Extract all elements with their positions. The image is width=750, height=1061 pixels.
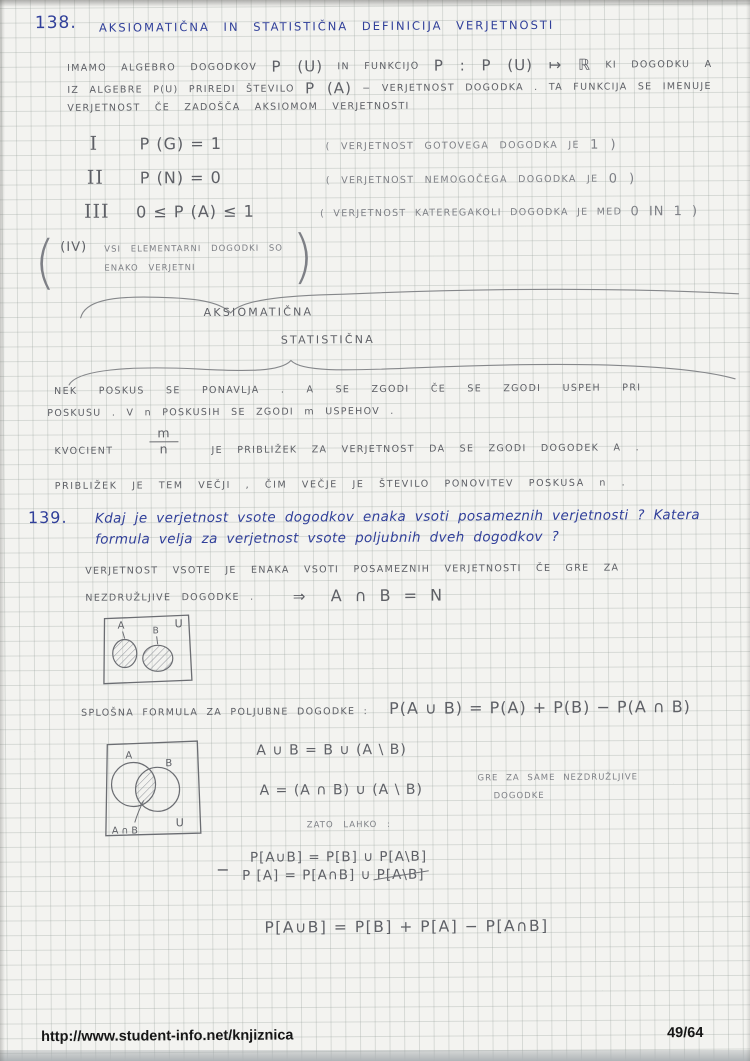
intro-l1c: KI DOGODKU A xyxy=(605,58,713,71)
derivation-eq-1: A ∪ B = B ∪ (A \ B) xyxy=(256,741,407,759)
system-minus-sign: − xyxy=(216,859,231,879)
axiom-3-note-text: ( VERJETNOST KATEREGAKOLI DOGODKA JE MED xyxy=(320,206,623,220)
answer-formula: A ∩ B = N xyxy=(330,585,444,606)
answer-line-2-text: NEZDRUŽLJIVE DOGODKE . xyxy=(85,591,255,604)
derivation-note-1: GRE ZA SAME NEZDRUŽLJIVE xyxy=(477,772,639,784)
section-138-title: AKSIOMATIČNA IN STATISTIČNA DEFINICIJA VERJETNOSTI xyxy=(98,17,555,35)
axiom-4-line-1: VSI ELEMENTARNI DOGODKI SO xyxy=(104,243,284,255)
general-formula-label: SPLOŠNA FORMULA ZA POLJUBNE DOGODKE : xyxy=(81,706,369,719)
intro-l1a: IMAMO ALGEBRO DOGODKOV xyxy=(67,61,258,74)
scan-edge-left xyxy=(0,0,5,1061)
axiom-2-formula: P (N) = 0 xyxy=(139,167,222,188)
stat-line-2: POSKUSU . V n POSKUSIH SE ZGODI m USPEHOV . xyxy=(47,405,395,419)
axiom-3-note xyxy=(320,204,698,221)
label-b-pointer xyxy=(157,636,158,644)
axiom-2-numeral: II xyxy=(86,166,104,189)
label-axiomatic: AKSIOMATIČNA xyxy=(203,305,314,320)
derivation-note-2: DOGODKE xyxy=(493,790,545,802)
final-formula: P[A∪B] = P[B] + P[A] − P[A∩B] xyxy=(264,916,549,937)
intro-l2-math: P (A) xyxy=(305,79,352,98)
intro-l1-math2: P : P (U) ↦ ℝ xyxy=(433,55,592,75)
axiom-1-formula: P (G) = 1 xyxy=(139,133,223,154)
axiom-1-note-text: ( VERJETNOST GOTOVEGA DOGODKA JE xyxy=(325,139,580,153)
kvocient-label: KVOCIENT xyxy=(54,445,114,457)
axiom-4-close-paren: ) xyxy=(292,222,314,291)
set-b-region xyxy=(143,645,173,671)
intro-line-1 xyxy=(67,55,712,77)
axiom-3-formula: 0 ≤ P (A) ≤ 1 xyxy=(135,201,255,222)
intro-line-3: VERJETNOST ČE ZADOŠČA AKSIOMOM VERJETNOSTI xyxy=(67,100,410,114)
section-number-139: 139. xyxy=(27,507,68,528)
set-a-region xyxy=(113,639,137,667)
derivation-eq-2: A = (A ∩ B) ∪ (A \ B) xyxy=(259,781,423,799)
venn2-label-a: A xyxy=(125,750,133,762)
venn2-label-intersection: A ∩ B xyxy=(111,825,138,837)
axiom-4-open-paren: ( xyxy=(34,227,56,297)
fraction-denominator: n xyxy=(159,441,169,457)
axiomatic-brace xyxy=(81,288,739,318)
axiom-2-note-text: ( VERJETNOST NEMOGOČEGA DOGODKA JE xyxy=(325,173,599,187)
footer-url: http://www.student-info.net/knjiznica xyxy=(41,1027,294,1046)
intro-l2a: IZ ALGEBRE P(U) PRIREDI ŠTEVILO xyxy=(67,83,295,96)
intro-line-2 xyxy=(67,77,712,99)
system-eq-2-struck-term: P[A\B] xyxy=(376,866,425,883)
venn-diagram-disjoint xyxy=(100,612,196,687)
scan-edge-bottom xyxy=(0,1050,750,1061)
axiom-4-line-2: ENAKO VERJETNI xyxy=(104,263,196,274)
venn1-label-a: A xyxy=(117,620,125,632)
venn-diagram-overlap xyxy=(101,736,206,841)
axiom-1-numeral: I xyxy=(89,132,99,155)
kvocient-rest: JE PRIBLIŽEK ZA VERJETNOST DA SE ZGODI DOGODEK A . xyxy=(211,442,640,456)
venn1-label-b: B xyxy=(152,626,159,637)
stat-line-1: NEK POSKUS SE PONAVLJA . A SE ZGODI ČE SE ZGODI USPEH PRI xyxy=(54,382,642,397)
priblizek-line: PRIBLIŽEK JE TEM VEČJI , ČIM VEČJE JE ŠTEVILO PONOVITEV POSKUSA n . xyxy=(54,477,627,492)
axiom-3-numeral: III xyxy=(83,200,110,223)
axiom-4-numeral: (IV) xyxy=(60,239,88,255)
question-line-1: Kdaj je verjetnost vsote dogodkov enaka vsoti posameznih verjetnosti ? Katera xyxy=(94,507,701,527)
intro-l2b: − VERJETNOST DOGODKA . TA FUNKCIJA SE IMENUJE xyxy=(362,80,712,95)
footer-page-number: 49/64 xyxy=(667,1025,704,1042)
section-number-138: 138. xyxy=(34,12,77,34)
general-formula: P(A ∪ B) = P(A) + P(B) − P(A ∩ B) xyxy=(389,697,691,718)
venn1-label-u: U xyxy=(174,617,183,631)
intro-l1-math1: P (U) xyxy=(271,57,324,76)
answer-line-1: VERJETNOST VSOTE JE ENAKA VSOTI POSAMEZNIH VERJETNOSTI ČE GRE ZA xyxy=(85,562,620,577)
axiom-1-note-tail: 1 ) xyxy=(590,137,617,153)
venn2-label-b: B xyxy=(165,758,173,770)
label-a-pointer xyxy=(123,632,125,639)
answer-arrow: ⇒ xyxy=(292,587,307,606)
intersection-pointer xyxy=(135,800,144,822)
answer-line-2 xyxy=(85,586,443,607)
fraction-numerator: m xyxy=(149,426,178,443)
system-eq-2 xyxy=(242,867,424,884)
intro-l1b: IN FUNKCIJO xyxy=(337,60,420,73)
label-statistical: STATISTIČNA xyxy=(280,332,375,347)
scan-edge-top xyxy=(0,0,750,7)
system-eq-2-left: P [A] = P[A∩B] ∪ xyxy=(242,866,377,884)
axiom-2-note xyxy=(326,171,635,188)
system-eq-1: P[A∪B] = P[B] ∪ P[A\B] xyxy=(249,848,428,866)
axiom-3-note-tail: 0 IN 1 ) xyxy=(630,204,699,220)
grouping-braces-sketch xyxy=(58,280,749,394)
zato-lahko-label: ZATO LAHKO : xyxy=(306,819,391,831)
fraction-m-over-n xyxy=(149,426,178,457)
scan-edge-right xyxy=(746,0,750,1061)
statistical-brace xyxy=(69,358,735,385)
axiom-1-note xyxy=(326,138,617,155)
axiom-2-note-tail: 0 ) xyxy=(608,171,636,187)
question-line-2: formula velja za verjetnost vsote poljubnih dveh dogodkov ? xyxy=(94,528,560,548)
venn2-label-u: U xyxy=(175,816,184,830)
